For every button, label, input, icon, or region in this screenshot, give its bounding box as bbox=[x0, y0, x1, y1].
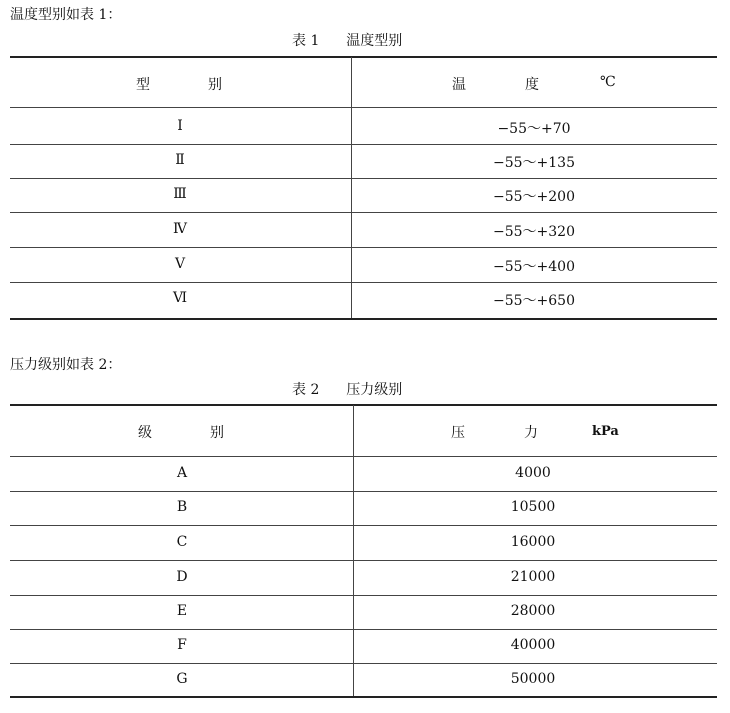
table2-header-rule bbox=[10, 456, 717, 457]
intro-text-table1: 温度型别如表 1： bbox=[10, 7, 122, 23]
table2-top-rule bbox=[10, 404, 717, 406]
table2-header-col2-char2: 力 bbox=[524, 425, 538, 441]
table2-pressure-cell: 40000 bbox=[510, 637, 556, 653]
intro-text-table2: 压力级别如表 2： bbox=[10, 357, 122, 373]
table1-row-rule bbox=[10, 282, 717, 283]
table2-header-col1-char1: 级 bbox=[138, 425, 152, 441]
table2-header-col1-char2: 别 bbox=[210, 425, 224, 441]
table2-grade-cell: B bbox=[176, 499, 188, 515]
table1-range-cell: −55～+135 bbox=[493, 155, 575, 171]
table2-pressure-cell: 10500 bbox=[510, 499, 556, 515]
table1-range-cell: −55～+70 bbox=[497, 121, 571, 137]
table1-type-cell: Ⅰ bbox=[177, 118, 183, 134]
table1-range-cell: −55～+400 bbox=[493, 259, 575, 275]
table2-header-unit: kPa bbox=[592, 424, 619, 439]
table1-caption-title: 温度型别 bbox=[346, 33, 403, 49]
table2-pressure-cell: 50000 bbox=[510, 671, 556, 687]
table1-top-rule bbox=[10, 56, 717, 58]
table1-header-rule bbox=[10, 107, 717, 108]
table2-pressure-cell: 28000 bbox=[510, 603, 556, 619]
table2-grade-cell: F bbox=[177, 637, 187, 653]
table2-caption-number: 表 2 bbox=[292, 382, 320, 398]
table1-bottom-rule bbox=[10, 318, 717, 320]
table2-row-rule bbox=[10, 595, 717, 596]
table2-column-divider bbox=[353, 405, 354, 697]
table2-pressure-cell: 16000 bbox=[510, 534, 556, 550]
table1-range-cell: −55～+320 bbox=[493, 224, 575, 240]
table2-pressure-cell: 4000 bbox=[515, 465, 551, 481]
table1-row-rule bbox=[10, 178, 717, 179]
table1-row-rule bbox=[10, 247, 717, 248]
table2-row-rule bbox=[10, 525, 717, 526]
table1-column-divider bbox=[351, 57, 352, 319]
table1-row-rule bbox=[10, 212, 717, 213]
table2-grade-cell: E bbox=[176, 603, 188, 619]
table2-caption bbox=[292, 379, 402, 399]
table1-type-cell: Ⅴ bbox=[174, 256, 186, 272]
table1-header-col1-char2: 别 bbox=[208, 77, 222, 93]
table1-type-cell: Ⅱ bbox=[175, 152, 185, 168]
table1-header-col2-char2: 度 bbox=[525, 77, 539, 93]
table1-caption bbox=[292, 30, 402, 50]
table1-header-col1-char1: 型 bbox=[136, 77, 150, 93]
table1-type-cell: Ⅲ bbox=[173, 186, 187, 202]
table2-grade-cell: G bbox=[176, 671, 188, 687]
table1-row-rule bbox=[10, 144, 717, 145]
table2-row-rule bbox=[10, 491, 717, 492]
table2-grade-cell: A bbox=[176, 465, 188, 481]
table1-type-cell: Ⅵ bbox=[172, 290, 188, 306]
table2-grade-cell: D bbox=[176, 569, 188, 585]
table2-row-rule bbox=[10, 663, 717, 664]
table1-range-cell: −55～+650 bbox=[493, 293, 575, 309]
table1-header-unit: ℃ bbox=[600, 74, 616, 90]
table1-type-cell: Ⅳ bbox=[173, 221, 187, 237]
table2-row-rule bbox=[10, 560, 717, 561]
table2-caption-title: 压力级别 bbox=[346, 382, 403, 398]
table1-header-col2-char1: 温 bbox=[452, 77, 466, 93]
table2-grade-cell: C bbox=[176, 534, 188, 550]
table1-range-cell: −55～+200 bbox=[493, 189, 575, 205]
table2-pressure-cell: 21000 bbox=[510, 569, 556, 585]
table1-caption-number: 表 1 bbox=[292, 33, 320, 49]
table2-row-rule bbox=[10, 629, 717, 630]
table2-header-col2-char1: 压 bbox=[451, 425, 465, 441]
table2-bottom-rule bbox=[10, 696, 717, 698]
